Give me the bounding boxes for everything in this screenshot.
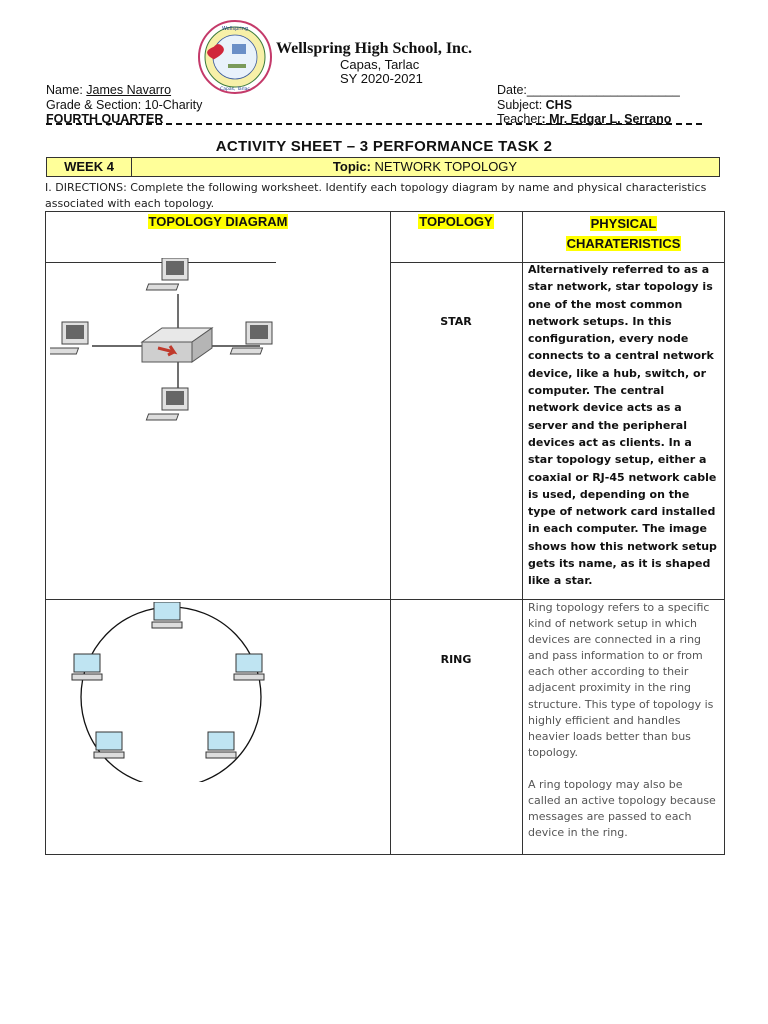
date-line (497, 83, 680, 97)
school-location: Capas, Tarlac (340, 57, 420, 72)
header-divider (46, 123, 702, 125)
week-label: WEEK 4 (47, 158, 132, 176)
quarter-label: FOURTH QUARTER (46, 112, 164, 126)
sheet-title: ACTIVITY SHEET – 3 PERFORMANCE TASK 2 (215, 138, 553, 155)
star-description: Alternatively referred to as a star network, star topology is one of the most common network setups. In this configuration, every node connects to a central network device, like a hub, switch, or computer. The central network device acts as a server and the peripheral devices act as clients. In a star topology setup, either a coaxial or RJ-45 network cable is used, depending on the type of network card installed in each computer. The image shows how this network setup gets its name, as it is shaped like a star. (528, 263, 717, 588)
svg-text:Capas, Tarlac: Capas, Tarlac (220, 87, 250, 92)
school-year: SY 2020-2021 (340, 71, 423, 86)
school-logo (198, 20, 272, 94)
computer-icon (230, 322, 272, 354)
topic-cell (131, 158, 719, 176)
computer-icon (50, 322, 88, 354)
header-topology: TOPOLOGY (419, 214, 493, 229)
grade-section: Grade & Section: 10-Charity (46, 98, 203, 112)
directions-prefix: I. (45, 181, 56, 194)
computer-icon (72, 654, 102, 680)
header-topology-diagram: TOPOLOGY DIAGRAM (148, 214, 288, 229)
topology-star: STAR (440, 315, 472, 328)
teacher-label: Teacher (497, 112, 542, 126)
directions-text: Complete the following worksheet. Identify each topology diagram by name and physical characteristics associated with each topology. (45, 181, 707, 210)
teacher-value: : Mr. Edgar L. Serrano (541, 112, 672, 126)
directions (45, 180, 725, 212)
topic-label: Topic: (332, 159, 375, 174)
svg-text:Wellspring: Wellspring (221, 26, 249, 32)
subject-value: CHS (545, 98, 573, 112)
subject-line (497, 98, 572, 112)
computer-icon (234, 654, 264, 680)
header-physical-characteristics: PHYSICAL CHARATERISTICS (566, 216, 681, 251)
computer-icon (146, 388, 188, 420)
date-label: Date: (497, 83, 527, 97)
computer-icon (152, 602, 182, 628)
star-topology-diagram (50, 258, 310, 444)
directions-label: DIRECTIONS: (55, 181, 131, 194)
name-label: Name: (46, 83, 87, 97)
ring-description-2: A ring topology may also be called an active topology because messages are passed to each device in the ring. (528, 777, 716, 840)
computer-icon (94, 732, 124, 758)
week-topic-bar (46, 157, 720, 177)
computer-icon (206, 732, 236, 758)
column-divider (390, 212, 391, 854)
name-value: James Navarro (86, 83, 172, 97)
ring-topology-diagram (66, 602, 276, 782)
ring-description (528, 600, 718, 841)
date-blank: ______________________ (526, 83, 680, 97)
hub-icon (142, 328, 212, 362)
subject-label: Subject: (497, 98, 546, 112)
topology-table (45, 211, 725, 855)
ring-description-1: Ring topology refers to a specific kind of network setup in which devices are connected in a ring and pass information to or from each other according to their adjacent proximity in the ring structure. This type of topology is highly efficient and handles heavier loads better than bus topology. (528, 601, 714, 759)
topic-value: NETWORK TOPOLOGY (374, 159, 518, 174)
school-name: Wellspring High School, Inc. (276, 40, 473, 57)
computer-icon (146, 258, 188, 290)
topology-ring: RING (440, 653, 472, 666)
column-divider (522, 212, 523, 854)
name-line (46, 83, 171, 97)
